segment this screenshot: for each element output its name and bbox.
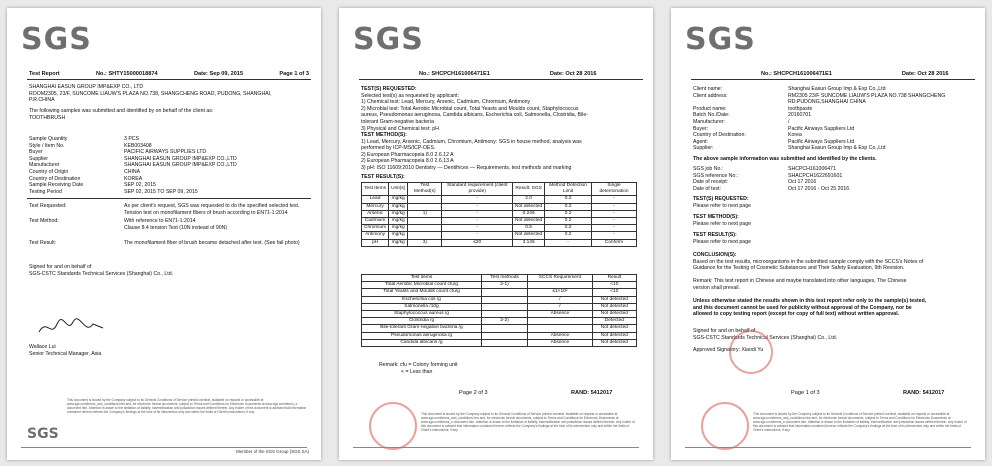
info-value: SHACPCH1622691601 [788,172,843,179]
info-label: Date of test: [693,185,721,192]
info-label: Manufacturer: [693,118,726,125]
table-cell [528,318,593,325]
table-cell: - [442,225,513,232]
field-row [29,182,237,189]
terms-footer: This document is issued by the Company subject to its General Conditions of Service printed overleaf, available on request or accessible at www.sgs.com/terms_and_conditions.htm and, for electronic format documents, subject to Terms and Conditions for Electronic Documents at www.sgs.com/terms_e-document.htm. Attention is drawn to the limitation of liability, indemnification and jurisdiction issues defined therein. Any holder of this document is advised that information contained hereon reflects the Company's findings at the time of its intervention only and within the limits of Client's instructions, if any. [753,412,967,432]
table-header-cell: Test items [362,275,482,282]
field-value: CHINA [124,168,141,175]
table-cell [482,339,528,346]
test-result [29,240,300,247]
report-header [761,71,973,78]
table-cell: / [528,303,593,310]
method-line: 1) Lead, Mercury, Arsenic, Cadmium, Chromium, Antimony: SGS in house method, analysis was [361,138,582,145]
table-row [362,289,637,296]
section-value: Based on the test results, microorganisms in the submitted sample comply with the SCCS's Notes of [693,258,924,265]
field-row [29,169,237,176]
info-row [693,112,945,119]
table-cell: - [442,203,513,210]
page-number: Page 1 of 3 [791,390,820,396]
label: Test Requested: [29,203,67,209]
field-label: Style / Item No. [29,142,65,149]
table-row [362,339,637,346]
signed-line: Signed for and on behalf of [693,328,756,334]
section-title: TEST(S) REQUESTED: [693,196,749,202]
report-number: No.: SHCPCH161006471E1 [419,71,490,77]
section-title: TEST RESULT(S): [693,232,737,238]
field-value: 3 PCS [124,136,139,142]
chemical-results-table [361,182,637,247]
intro-block [29,108,213,121]
section-title: CONCLUSION(S): [693,252,737,258]
info-value: Shanghai Easun Group Imp & Exp Co.,Ltd [788,86,886,92]
info-value: toothpaste [788,105,813,112]
table-cell: / [528,296,593,303]
info-label: Agent: [693,138,708,145]
unless-line: and this document cannot be used for publicity without approval of the Company, nor be [693,304,912,311]
table-header-row [362,275,637,282]
sgs-logo: SGS [353,22,424,57]
table-cell: Detected [592,318,636,325]
field-value: KOREA [124,175,143,182]
table-cell: 2-1) [482,282,528,289]
table-row [362,232,637,239]
info-label: SGS reference No.: [693,172,739,179]
table-cell [482,311,528,318]
table-cell: 2-2) [482,318,528,325]
field-value: PACIFIC AIRWAYS SUPPLIES LTD [124,149,207,156]
info-label: Supplier: [693,145,714,152]
intro-line: TOOTHBRUSH [29,114,66,121]
field-label: Supplier [29,155,49,162]
info-value: RM2305 23/F SUNCOME LIAUW'S PLAZA NO.738 SHANGCHENG [788,92,946,99]
field-row [29,143,237,150]
table-cell: 0.2 [545,210,592,217]
info-value: SHCPCH161006471 [788,166,836,172]
test-methods [361,132,582,172]
table-cell: - [591,218,636,225]
info-row [693,145,945,152]
value: Clause 8.4 tension Test (10N instead of 90N) [124,224,228,231]
table-cell [482,332,528,339]
field-label: Country of Destination [29,175,81,182]
report-page-1 [7,8,321,460]
table-cell: 0.2 [545,232,592,239]
page-number: Page 2 of 3 [459,390,488,396]
table-cell [408,225,442,232]
report-date: Date: Sep 09, 2015 [193,71,244,77]
table-header-cell: Test Items [362,183,389,196]
table-cell: Not detected [592,296,636,303]
table-cell: pH [362,239,389,246]
table-cell: ≤1×10² [528,289,593,296]
table-cell: - [591,203,636,210]
field-value: SHANGHAI EASUN GROUP IMP&EXP CO.,LTD [124,155,237,162]
info-label [693,99,788,106]
table-cell: Total Yeasts and Moulds count cfu/g [362,289,482,296]
remark-line: Remark: cfu = Colony forming unit [379,362,458,368]
test-requested [29,203,299,216]
table-cell: Not detected [592,311,636,318]
info-label: Date of receipt: [693,179,729,186]
field-label: Manufacturer [29,162,60,169]
field-row [29,189,237,196]
table-cell: Mercury [362,203,389,210]
remark-line: Remark: This test report in Chinese and maybe translated into other languages, The Chinese [693,278,907,284]
requested-line: tolerant Gram-negative bacteria [361,118,434,125]
info-value: / [788,118,790,125]
field-label: Sample Quantity [29,136,68,142]
value: Tension test on monofilament fibers of brush according to EN71-1:2014 [124,209,288,216]
red-seal-icon [729,330,773,374]
info-row [693,132,945,139]
info-value: Pacific Airways Suppliers Ltd [788,138,855,145]
requested-line: 2) Microbial test: Total Aerobic Microbial count, Total Yeasts and Moulds count, Staphylococcus [361,105,579,112]
info-row [693,139,945,146]
table-header-cell: Method Detection Limit [545,183,592,196]
info-label: Country of Destination: [693,132,746,139]
remark-block [379,362,458,375]
table-cell: 0.246 [513,210,545,217]
sgs-logo: SGS [21,22,92,57]
test-method [29,218,227,231]
sample-fields [29,136,237,195]
table-header-cell: Standard requirement (client provide) [442,183,513,196]
method-section [693,214,751,227]
value: The monofilament fiber of brush became detached after test. (See fail photo) [124,240,300,246]
field-row [29,156,237,163]
info-row [693,93,945,100]
remark-line: < = Less than [401,368,433,375]
report-date: Date: Oct 28 2016 [901,71,949,77]
table-row [362,318,637,325]
table-cell: <10 [592,282,636,289]
info-row [693,179,849,186]
table-cell: - [591,225,636,232]
signatory-line: Approved Signatory: Xiaodi Yu [693,347,764,354]
table-row [362,325,637,332]
table-cell: - [442,232,513,239]
table-cell: - [442,196,513,203]
table-cell: mg/kg [389,196,408,203]
value: As per client's request, SGS was requested to do the specified selected test. [124,203,300,209]
table-cell [528,282,593,289]
unless-section [693,298,926,318]
report-date: Date: Oct 28 2016 [549,71,597,77]
info-row [693,99,945,106]
microbial-results-table [361,274,637,347]
sgs-logo: SGS [685,22,756,57]
table-row [362,332,637,339]
table-cell: Clostridia /g [362,318,482,325]
result-section [693,232,751,245]
table-cell: 3) [408,239,442,246]
table-row [362,218,637,225]
requested-line: aureus, Pseudomonas aeruginosa, Candida albicans, Escherichia coli, Salmonella, Clostridia, Bile- [361,112,588,119]
field-value: SEP 02, 2015 TO SEP 09, 2015 [124,188,198,195]
signer-name: Wallace Lui [29,344,56,350]
report-header [29,71,309,78]
table-cell [482,325,528,332]
signer-block [29,344,101,357]
table-header-cell: Test Method(s) [408,183,442,196]
table-cell: Cadmium [362,218,389,225]
value: With reference to EN71-1:2014 [124,218,196,224]
table-cell: 0.2 [545,196,592,203]
field-label: Country of Origin [29,168,69,175]
info-label: SGS job No.: [693,166,724,172]
table-cell: Pseudomonas aeruginosa /g [362,332,482,339]
table-header-cell: SCCS Requirement [528,275,593,282]
table-row [362,203,637,210]
info-value: 20160701 [788,112,812,119]
requested-line: Selected test(s) as requested by applicant: [361,92,460,99]
applicant-line: SHANGHAI EASUN GROUP IMP&EXP CO., LTD [29,84,144,90]
signed-line: Signed for and on behalf of [29,264,92,270]
report-title: Test Report [29,71,60,77]
table-cell: Not detected [592,325,636,332]
field-value: SEP 02, 2015 [124,182,156,189]
table-cell: Conform [591,239,636,246]
table-cell: Escherichia coli /g [362,296,482,303]
report-page-2 [339,8,653,460]
requested-line: 3) Physical and Chemical test: pH [361,125,439,132]
info-label: Client name: [693,86,723,92]
table-header-cell: Result: SGS [513,183,545,196]
table-header-cell: Test methods [482,275,528,282]
table-cell: mg/kg [389,225,408,232]
info-row [693,106,945,113]
field-label: Testing Period [29,188,62,195]
info-row [693,186,849,193]
report-page-3 [671,8,985,460]
info-row [693,119,945,126]
table-cell: Not detected [513,232,545,239]
report-number: No.: SHCPCH161006471E1 [761,71,832,77]
section-value: Guidance for the Testing of Cosmetic Substances and Their Safety Evaluation, 9th Revision. [693,265,905,272]
field-value: KEB003408 [124,142,152,149]
info-row [693,86,945,93]
signed-line: SGS-CSTC Standards Technical Services (Shanghai) Co., Ltd. [693,334,838,341]
table-cell [482,303,528,310]
rand-code: RAND: 5412017 [571,390,613,396]
table-header-cell: Unit(s) [389,183,408,196]
section-title: TEST METHOD(S): [693,214,739,220]
field-row [29,149,237,156]
table-cell: Candida albicans /g [362,339,482,346]
table-cell: mg/kg [389,203,408,210]
table-cell: 3.146 [513,239,545,246]
table-cell: mg/kg [389,218,408,225]
member-text: Member of the SGS Group (SGS SA) [236,449,309,454]
table-cell [482,296,528,303]
table-cell: ≤20 [442,239,513,246]
label: Test Method: [29,218,59,224]
table-cell: Not detected [592,303,636,310]
signed-block [29,264,173,277]
report-number: No.: SHTY15000018874 [96,71,158,77]
method-line: 2) European Pharmacopeia 8.0 2.6.13 A [361,158,454,165]
remark-section [693,278,906,291]
table-cell: Staphylococcus aureus /g [362,311,482,318]
table-cell: 0.2 [545,203,592,210]
table-cell: 0.5 [513,225,545,232]
field-row [29,136,237,143]
table-cell: 0.2 [545,218,592,225]
client-info [693,86,945,152]
notice-text: The above sample information was submitted and identified by the clients. [693,156,877,162]
sgs-footer-logo: SGS [27,426,59,442]
report-header [419,71,641,78]
remark-line: version shall prevail. [693,284,740,291]
table-row [362,225,637,232]
info-label: Batch No./Date: [693,112,730,119]
requested-section [693,196,751,209]
rand-code: RAND: 5412017 [903,390,945,396]
info-value: Korea [788,132,802,139]
info-value: RD.PUDONG,SHANGHAI CHINA [788,99,866,106]
unless-line: allowed to copy testing report (except for copy of full text) without written approval. [693,311,900,318]
signed-line: SGS-CSTC Standards Technical Services (Shanghai) Co., Ltd. [29,270,174,277]
table-row [362,282,637,289]
table-cell: Total Aerobic Microbial count cfu/g [362,282,482,289]
section-value: Please refer to next page [693,238,751,245]
method-line: 3) pH: ISO 11609:2010 Dentistry — Dentifrices — Requirements, test methods and marking [361,164,572,171]
job-info [693,166,849,192]
info-row [693,173,849,180]
table-cell: <10 [592,289,636,296]
table-row [362,311,637,318]
table-cell: Bile-tolerant Gram-negative bacteria /g [362,325,482,332]
table-cell: mg/kg [389,232,408,239]
table-cell: 1) [408,210,442,217]
table-cell: 2.0 [513,196,545,203]
table-cell: Antimony [362,232,389,239]
table-cell: - [442,218,513,225]
table-cell [408,218,442,225]
applicant-line: P.R.CHINA [29,97,55,104]
red-seal-icon [369,402,417,450]
table-cell: - [442,210,513,217]
table-row [362,210,637,217]
requested-line: 1) Chemical test: Lead, Mercury, Arsenic, Cadmium, Chromium, Antimony [361,99,531,106]
table-cell: - [591,196,636,203]
table-row [362,296,637,303]
table-cell: Absence [528,311,593,318]
info-label: Client address: [693,92,728,99]
table-cell: Not detected [513,218,545,225]
signature-icon [37,314,107,340]
section-value: Please refer to next page [693,220,751,227]
table-header-cell: Result [592,275,636,282]
field-row [29,176,237,183]
table-cell: mg/kg [389,239,408,246]
signer-title: Senior Technical Manager, Asia [29,350,102,357]
field-label: Sample Receiving Date [29,182,84,189]
info-value: Shanghai Easun Group Imp & Exp Co.,Ltd [788,145,886,152]
unless-line: Unless otherwise stated the results shown in this test report refer only to the sample(s) tested, [693,298,927,304]
terms-footer: This document is issued by the Company subject to its General Conditions of Service printed overleaf, available on request or accessible at www.sgs.com/terms_and_conditions.htm and, for electronic format documents, subject to Terms and Conditions for Electronic Documents at www.sgs.com/terms_e-document.htm. Attention is drawn to the limitation of liability, indemnification and jurisdiction issues defined therein. Any holder of this document is advised that information contained hereon reflects the Company's findings at the time of its intervention only and within the limits of Client's instructions, if any. [421,412,635,432]
table-cell: Absence [528,332,593,339]
applicant-line: ROOM2305, 23/F, SUNCOME LIAUW'S PLAZA NO.738, SHANGCHENG ROAD, PUDONG, SHANGHAI, [29,90,272,97]
table-cell: Salmonella /10g [362,303,482,310]
table-cell: 0.2 [545,225,592,232]
tests-requested [361,86,588,132]
table-cell: Not detected [592,339,636,346]
results-title: TEST RESULT(S): [361,174,405,180]
info-label: Product name: [693,105,727,112]
intro-line: The following samples was submitted and identified by on behalf of the client as: [29,108,214,114]
field-value: SHANGHAI EASUN GROUP IMP&EXP CO.,LTD [124,162,237,169]
conclusion-section [693,252,923,272]
applicant-block [29,84,272,104]
info-value: Pacific Airways Suppliers Ltd [788,125,855,132]
info-value: Oct 17 2016 [788,179,817,186]
table-row [362,239,637,246]
info-label: Buyer: [693,125,708,132]
table-header-cell: Single determination [591,183,636,196]
info-value: Oct 17 2016 - Oct 25 2016 [788,185,850,192]
field-row [29,162,237,169]
table-cell [408,232,442,239]
info-row [693,166,849,173]
section-title: TEST(S) REQUESTED: [361,86,417,92]
table-cell: - [591,210,636,217]
table-row [362,196,637,203]
table-cell: - [545,239,592,246]
red-seal-icon [701,402,749,450]
method-line: 2) European Pharmacopeia 8.0 2.6.12 A [361,151,454,158]
table-cell [408,196,442,203]
table-cell: Not detected [513,203,545,210]
table-cell: - [591,232,636,239]
info-row [693,126,945,133]
label: Test Result: [29,240,57,246]
table-cell: Absence [528,339,593,346]
section-value: Please refer to next page [693,202,751,209]
table-cell [482,289,528,296]
table-row [362,303,637,310]
table-cell [408,203,442,210]
table-cell: mg/kg [389,210,408,217]
field-label: Buyer [29,149,43,156]
terms-footer: This document is issued by the Company subject to its General Conditions of Service printed overleaf, available on request or accessible at www.sgs.com/terms_and_conditions.htm and, for electronic format documents, subject to Terms and Conditions for Electronic Documents at www.sgs.com/terms_e-document.htm. Attention is drawn to the limitation of liability, indemnification and jurisdiction issues defined therein. Any holder of this document is advised that information contained hereon reflects the Company's findings at the time of its intervention only and within the limits of Client's instructions, if any. [67,398,307,414]
table-cell: Not detected [592,332,636,339]
table-cell [528,325,593,332]
table-cell: Chromium [362,225,389,232]
table-header-row [362,183,637,196]
table-cell: Arsenic [362,210,389,217]
page-number: Page 1 of 3 [279,71,309,77]
method-line: performed by ICP-MS/ICP-OES. [361,145,436,152]
section-title: TEST METHOD(S): [361,132,407,138]
table-cell: Lead [362,196,389,203]
